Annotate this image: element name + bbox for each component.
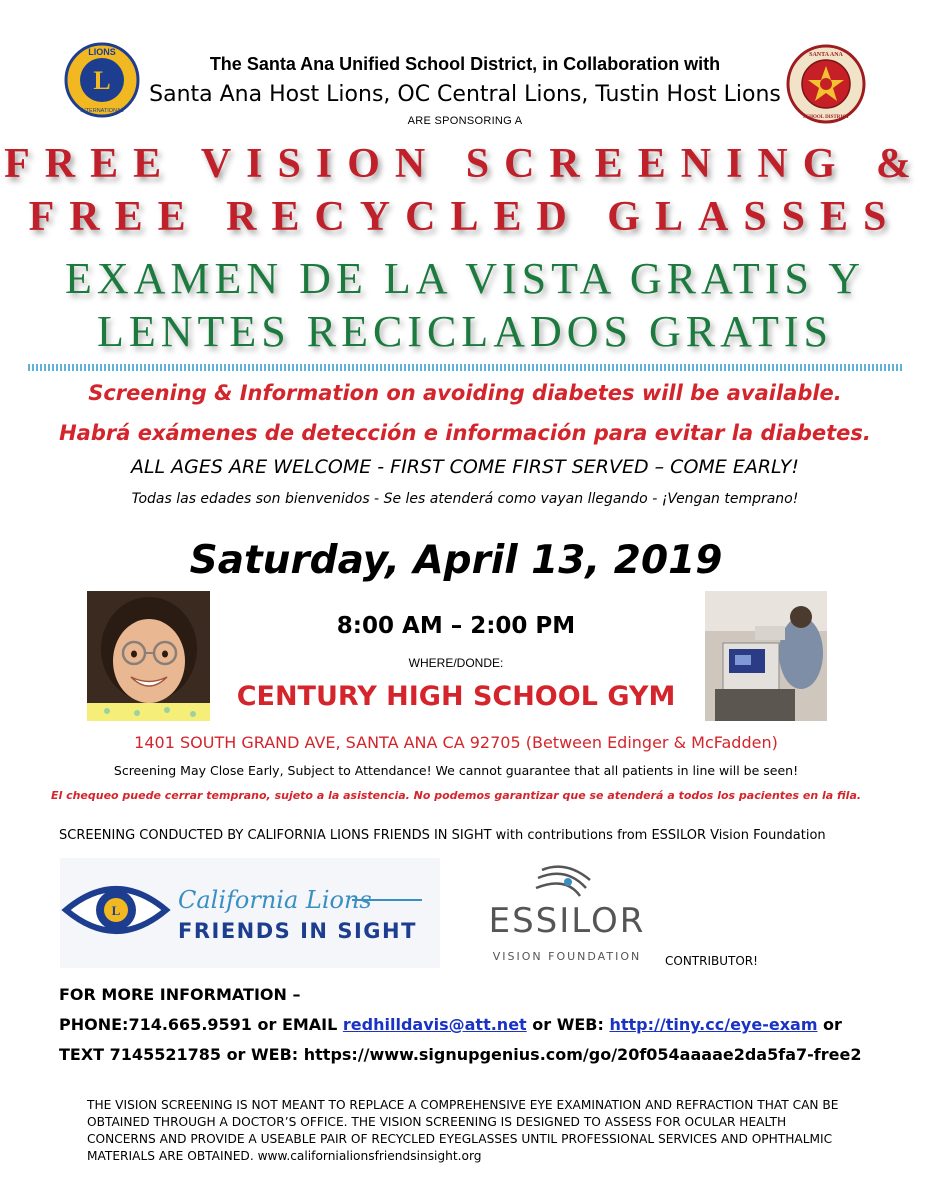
svg-text:L: L [111, 903, 121, 918]
close-early-note-es: El chequeo puede cerrar temprano, sujeto a la asistencia. No podemos garantizar que se atenderá a todos los pacientes en la fila. [50, 789, 862, 802]
svg-text:SANTA ANA: SANTA ANA [809, 52, 843, 58]
conducted-by-note: SCREENING CONDUCTED BY CALIFORNIA LIONS FRIENDS IN SIGHT with contributions from ESSILOR Vision Foundation [59, 828, 826, 843]
essilor-vision-foundation-logo [472, 862, 662, 970]
web-suffix: or [817, 1015, 842, 1034]
event-time: 8:00 AM – 2:00 PM [336, 613, 576, 639]
header-line-1: The Santa Ana Unified School District, in Collaboration with [209, 54, 721, 74]
lions-logo-subtext: INTERNATIONAL [80, 108, 124, 114]
lions-logo-text: LIONS [88, 47, 116, 57]
welcome-note-en: ALL AGES ARE WELCOME - FIRST COME FIRST SERVED – COME EARLY! [130, 456, 800, 478]
phone-email-prefix: PHONE:714.665.9591 or EMAIL [59, 1015, 343, 1034]
header-line-2: Santa Ana Host Lions, OC Central Lions, Tustin Host Lions [149, 82, 781, 107]
header-line-3: ARE SPONSORING A [407, 115, 523, 127]
cal-lions-main-text: FRIENDS IN SIGHT [178, 919, 417, 943]
web-link[interactable]: http://tiny.cc/eye-exam [609, 1015, 818, 1034]
cal-lions-script-text: California Lions [178, 886, 372, 914]
email-link[interactable]: redhilldavis@att.net [342, 1015, 527, 1034]
california-lions-friends-in-sight-logo [60, 858, 440, 968]
essilor-main-text: ESSILOR [488, 901, 646, 941]
svg-text:L: L [93, 66, 111, 95]
where-label: WHERE/DONDE: [408, 656, 504, 670]
event-address: 1401 SOUTH GRAND AVE, SANTA ANA CA 92705 (Between Edinger & McFadden) [134, 733, 778, 752]
svg-text:SCHOOL DISTRICT: SCHOOL DISTRICT [802, 115, 850, 120]
title-spanish-line-2: LENTES RECICLADOS GRATIS [96, 307, 834, 356]
divider-line [28, 364, 902, 371]
contact-line-text: TEXT 7145521785 or WEB: https://www.signupgenius.com/go/20f054aaaae2da5fa7-free2 [59, 1045, 862, 1064]
close-early-note-en: Screening May Close Early, Subject to Attendance! We cannot guarantee that all patients in line will be seen! [113, 763, 799, 778]
diabetes-note-en: Screening & Information on avoiding diabetes will be available. [88, 381, 842, 405]
event-location: CENTURY HIGH SCHOOL GYM [236, 681, 676, 712]
disclaimer: THE VISION SCREENING IS NOT MEANT TO REPLACE A COMPREHENSIVE EYE EXAMINATION AND REFRACTION THAT CAN BE OBTAINED THROUGH A DOCTOR’S OFFICE. THE VISION SCREENING IS DESIGNED TO ASSESS FOR OCULAR HEALTH CONCERNS AND PROVIDE A USEABLE PAIR OF RECYCLED EYEGLASSES UNTIL PROFESSIONAL SERVICES AND OPHTHALMIC MATERIALS ARE OBTAINED. www.californialionsfriendsinsight.org [87, 1098, 839, 1163]
essilor-sub-text: VISION FOUNDATION [492, 950, 642, 963]
title-english-line-1: FREE VISION SCREENING & [4, 141, 926, 187]
title-spanish-line-1: EXAMEN DE LA VISTA GRATIS Y [64, 254, 866, 303]
event-date: Saturday, April 13, 2019 [189, 538, 723, 583]
more-info-heading: FOR MORE INFORMATION – [59, 985, 301, 1004]
welcome-note-es: Todas las edades son bienvenidos - Se les atenderá como vayan llegando - ¡Vengan temprano! [131, 491, 799, 507]
web-prefix: or WEB: [526, 1015, 610, 1034]
title-english-line-2: FREE RECYCLED GLASSES [28, 194, 902, 240]
contact-line-phone [59, 1015, 842, 1034]
diabetes-note-es: Habrá exámenes de detección e información para evitar la diabetes. [59, 421, 871, 445]
contributor-label: CONTRIBUTOR! [665, 954, 758, 968]
